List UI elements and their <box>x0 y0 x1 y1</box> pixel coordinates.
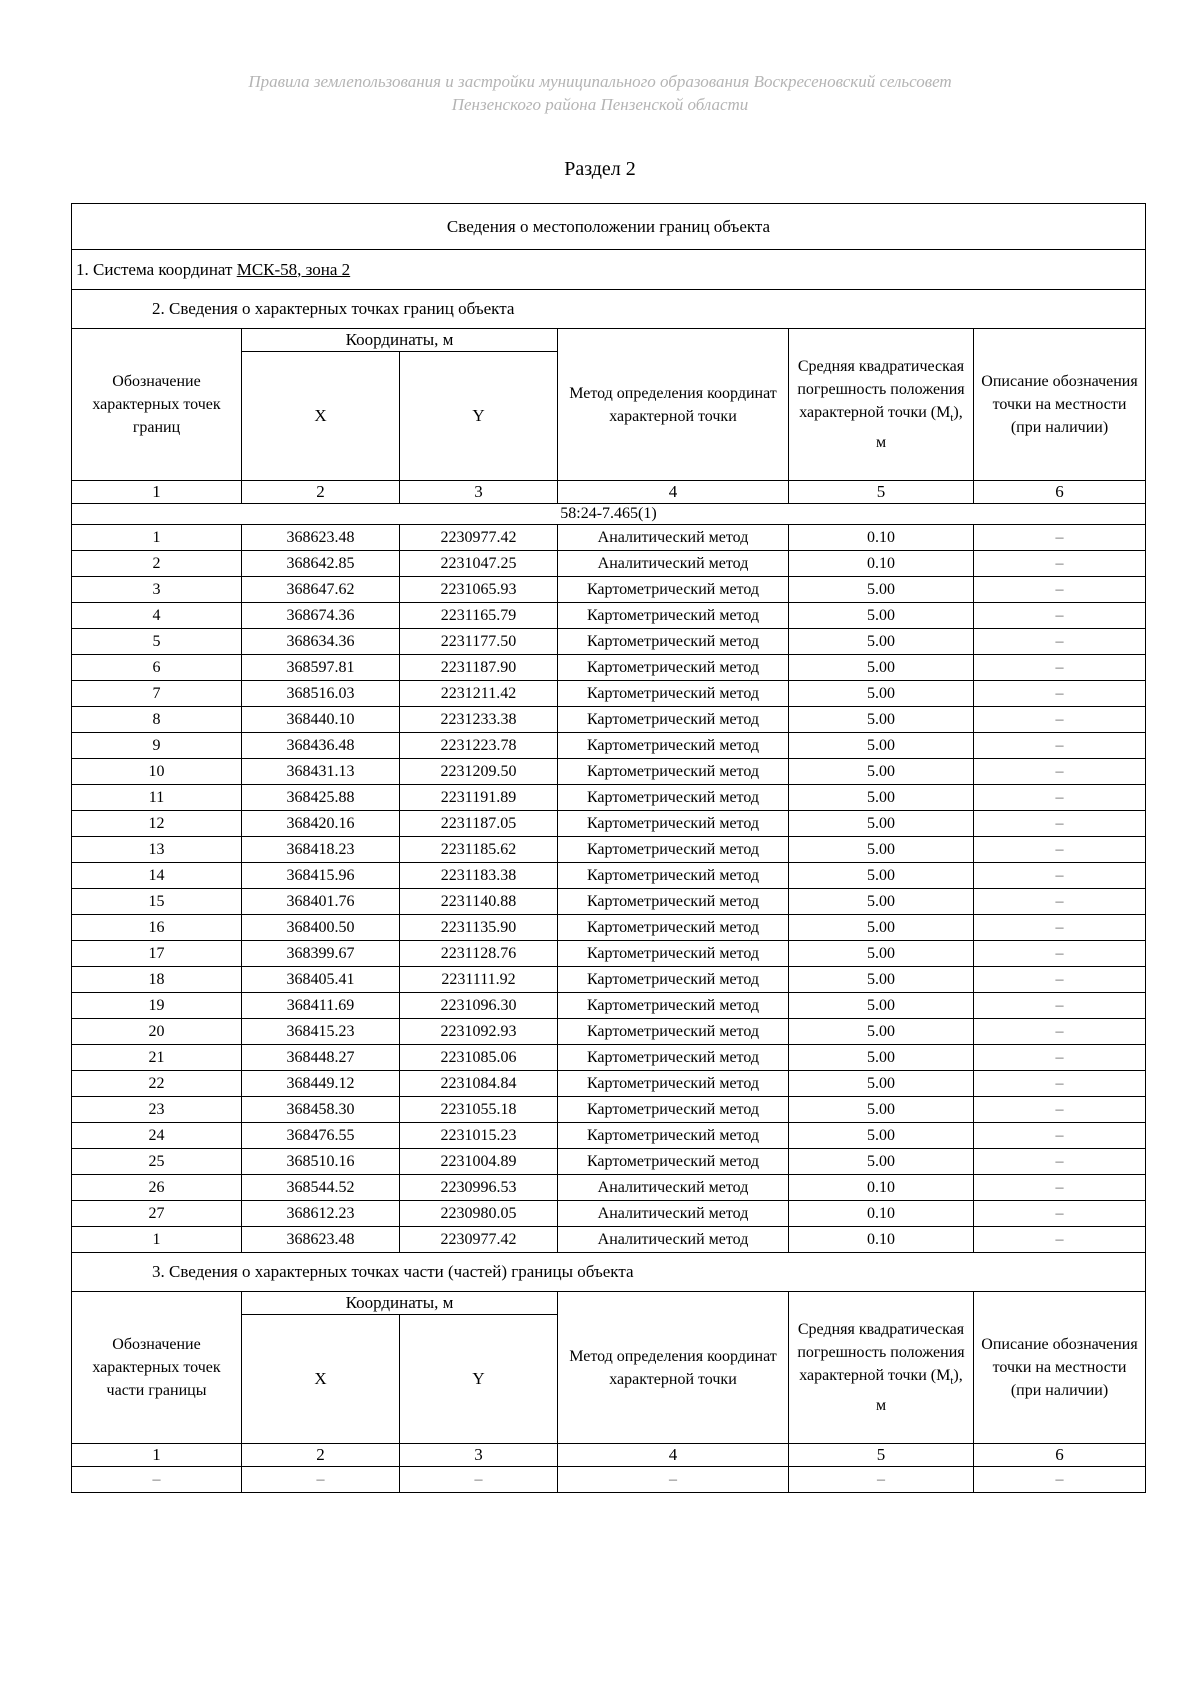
header-y: Y <box>400 1315 558 1444</box>
point-description: – <box>974 1201 1146 1227</box>
point-number: 1 <box>72 1227 242 1253</box>
coord-y: 2230996.53 <box>400 1175 558 1201</box>
method: Картометрический метод <box>558 577 789 603</box>
point-number: 9 <box>72 733 242 759</box>
point-number: 8 <box>72 707 242 733</box>
point-description: – <box>974 525 1146 551</box>
coord-x: 368516.03 <box>242 681 400 707</box>
point-number: 1 <box>72 525 242 551</box>
column-number: 4 <box>558 481 789 504</box>
header-y: Y <box>400 352 558 481</box>
points-section-heading: 2. Сведения о характерных точках границ объекта <box>72 290 1146 329</box>
method: Картометрический метод <box>558 603 789 629</box>
table-cell: – <box>974 1467 1146 1493</box>
coord-y: 2231187.90 <box>400 655 558 681</box>
point-number: 24 <box>72 1123 242 1149</box>
coord-y: 2231084.84 <box>400 1071 558 1097</box>
point-number: 20 <box>72 1019 242 1045</box>
point-number: 26 <box>72 1175 242 1201</box>
header-error-text: Средняя квадратическая погрешность положения характерной точки (M <box>797 358 965 422</box>
point-description: – <box>974 603 1146 629</box>
header-coordinates: Координаты, м <box>242 329 558 352</box>
table-cell: – <box>72 1467 242 1493</box>
point-number: 14 <box>72 863 242 889</box>
table-row <box>72 837 1146 863</box>
header-designation: Обозначение характерных точек границ <box>72 329 242 481</box>
header-method: Метод определения координат характерной точки <box>558 329 789 481</box>
point-description: – <box>974 577 1146 603</box>
table-row <box>72 889 1146 915</box>
table-row <box>72 1149 1146 1175</box>
point-description: – <box>974 967 1146 993</box>
point-number: 27 <box>72 1201 242 1227</box>
coord-x: 368623.48 <box>242 525 400 551</box>
coord-y: 2231187.05 <box>400 811 558 837</box>
rms-error: 5.00 <box>789 967 974 993</box>
header-designation-parts: Обозначение характерных точек части границы <box>72 1292 242 1444</box>
point-description: – <box>974 915 1146 941</box>
coord-x: 368425.88 <box>242 785 400 811</box>
column-number: 3 <box>400 481 558 504</box>
header-error-subscript: t <box>950 1375 954 1388</box>
method: Аналитический метод <box>558 1175 789 1201</box>
method: Картометрический метод <box>558 707 789 733</box>
header-error-unit: ), м <box>875 404 963 451</box>
coord-x: 368448.27 <box>242 1045 400 1071</box>
rms-error: 5.00 <box>789 993 974 1019</box>
method: Аналитический метод <box>558 525 789 551</box>
coord-y: 2230980.05 <box>400 1201 558 1227</box>
point-number: 10 <box>72 759 242 785</box>
rms-error: 0.10 <box>789 525 974 551</box>
coord-y: 2231185.62 <box>400 837 558 863</box>
table-row <box>72 603 1146 629</box>
point-description: – <box>974 1175 1146 1201</box>
coord-y: 2231223.78 <box>400 733 558 759</box>
coord-x: 368436.48 <box>242 733 400 759</box>
point-number: 13 <box>72 837 242 863</box>
method: Аналитический метод <box>558 1201 789 1227</box>
method: Картометрический метод <box>558 811 789 837</box>
coord-x: 368400.50 <box>242 915 400 941</box>
method: Картометрический метод <box>558 863 789 889</box>
coord-x: 368399.67 <box>242 941 400 967</box>
coord-x: 368634.36 <box>242 629 400 655</box>
column-numbers-row <box>72 1444 1146 1467</box>
header-error-subscript: t <box>950 412 954 425</box>
rms-error: 5.00 <box>789 1149 974 1175</box>
method: Аналитический метод <box>558 1227 789 1253</box>
method: Картометрический метод <box>558 1019 789 1045</box>
table-row <box>72 1097 1146 1123</box>
point-description: – <box>974 993 1146 1019</box>
coord-y: 2231140.88 <box>400 889 558 915</box>
coord-x: 368510.16 <box>242 1149 400 1175</box>
table-row <box>72 967 1146 993</box>
rms-error: 5.00 <box>789 759 974 785</box>
table-row <box>72 629 1146 655</box>
point-description: – <box>974 1071 1146 1097</box>
rms-error: 0.10 <box>789 1175 974 1201</box>
method: Картометрический метод <box>558 967 789 993</box>
table-row <box>72 1175 1146 1201</box>
coord-y: 2231004.89 <box>400 1149 558 1175</box>
coordinate-system-row <box>72 250 1146 290</box>
rms-error: 5.00 <box>789 1097 974 1123</box>
table-row <box>72 577 1146 603</box>
coord-y: 2231211.42 <box>400 681 558 707</box>
point-description: – <box>974 759 1146 785</box>
point-number: 16 <box>72 915 242 941</box>
rms-error: 5.00 <box>789 915 974 941</box>
coord-x: 368418.23 <box>242 837 400 863</box>
coord-x: 368420.16 <box>242 811 400 837</box>
point-description: – <box>974 1227 1146 1253</box>
table-row <box>72 811 1146 837</box>
rms-error: 5.00 <box>789 681 974 707</box>
rms-error: 5.00 <box>789 1071 974 1097</box>
rms-error: 5.00 <box>789 837 974 863</box>
point-description: – <box>974 733 1146 759</box>
coord-y: 2231177.50 <box>400 629 558 655</box>
method: Картометрический метод <box>558 733 789 759</box>
point-number: 25 <box>72 1149 242 1175</box>
point-number: 5 <box>72 629 242 655</box>
coord-x: 368458.30 <box>242 1097 400 1123</box>
column-number: 2 <box>242 481 400 504</box>
coord-y: 2231165.79 <box>400 603 558 629</box>
method: Картометрический метод <box>558 993 789 1019</box>
table-cell: – <box>242 1467 400 1493</box>
column-number: 3 <box>400 1444 558 1467</box>
rms-error: 0.10 <box>789 551 974 577</box>
point-description: – <box>974 889 1146 915</box>
column-numbers-row <box>72 481 1146 504</box>
column-number: 6 <box>974 1444 1146 1467</box>
header-error-unit: ), м <box>875 1367 963 1414</box>
table-row <box>72 941 1146 967</box>
point-description: – <box>974 1019 1146 1045</box>
point-number: 21 <box>72 1045 242 1071</box>
table-row <box>72 1019 1146 1045</box>
table-title: Сведения о местоположении границ объекта <box>72 204 1146 250</box>
coord-y: 2230977.42 <box>400 1227 558 1253</box>
point-description: – <box>974 707 1146 733</box>
coord-y: 2231128.76 <box>400 941 558 967</box>
coord-y: 2231065.93 <box>400 577 558 603</box>
coord-x: 368415.23 <box>242 1019 400 1045</box>
header-description: Описание обозначения точки на местности (при наличии) <box>974 1292 1146 1444</box>
header-method: Метод определения координат характерной точки <box>558 1292 789 1444</box>
table-row <box>72 1227 1146 1253</box>
table-cell: – <box>400 1467 558 1493</box>
column-number: 6 <box>974 481 1146 504</box>
rms-error: 5.00 <box>789 629 974 655</box>
column-number: 2 <box>242 1444 400 1467</box>
point-description: – <box>974 1045 1146 1071</box>
point-description: – <box>974 1123 1146 1149</box>
method: Картометрический метод <box>558 785 789 811</box>
table-cell: – <box>558 1467 789 1493</box>
rms-error: 5.00 <box>789 1019 974 1045</box>
table-row <box>72 785 1146 811</box>
point-description: – <box>974 629 1146 655</box>
point-number: 11 <box>72 785 242 811</box>
header-line-1: Правила землепользования и застройки муниципального образования Воскресеновский сельсовет <box>248 72 952 91</box>
method: Картометрический метод <box>558 1071 789 1097</box>
method: Картометрический метод <box>558 681 789 707</box>
point-description: – <box>974 1149 1146 1175</box>
coord-y: 2231047.25 <box>400 551 558 577</box>
rms-error: 5.00 <box>789 655 974 681</box>
rms-error: 0.10 <box>789 1201 974 1227</box>
table-row <box>72 1045 1146 1071</box>
point-description: – <box>974 551 1146 577</box>
coord-x: 368544.52 <box>242 1175 400 1201</box>
point-number: 18 <box>72 967 242 993</box>
table-row <box>72 863 1146 889</box>
header-error <box>789 1292 974 1444</box>
rms-error: 5.00 <box>789 863 974 889</box>
parcel-group-label: 58:24-7.465(1) <box>72 504 1146 525</box>
coord-y: 2231111.92 <box>400 967 558 993</box>
table-row <box>72 655 1146 681</box>
rms-error: 5.00 <box>789 785 974 811</box>
coord-x: 368642.85 <box>242 551 400 577</box>
column-number: 4 <box>558 1444 789 1467</box>
point-description: – <box>974 785 1146 811</box>
method: Картометрический метод <box>558 889 789 915</box>
method: Картометрический метод <box>558 1097 789 1123</box>
table-row <box>72 733 1146 759</box>
table-row <box>72 1201 1146 1227</box>
table-row <box>72 993 1146 1019</box>
coord-y: 2231085.06 <box>400 1045 558 1071</box>
coord-x: 368612.23 <box>242 1201 400 1227</box>
point-number: 17 <box>72 941 242 967</box>
parts-table-row <box>72 1467 1146 1493</box>
point-number: 6 <box>72 655 242 681</box>
rms-error: 5.00 <box>789 733 974 759</box>
coord-x: 368405.41 <box>242 967 400 993</box>
header-x: X <box>242 352 400 481</box>
header-line-2: Пензенского района Пензенской области <box>451 95 749 114</box>
coord-y: 2231015.23 <box>400 1123 558 1149</box>
point-number: 22 <box>72 1071 242 1097</box>
table-row <box>72 681 1146 707</box>
coord-x: 368623.48 <box>242 1227 400 1253</box>
point-description: – <box>974 681 1146 707</box>
point-description: – <box>974 811 1146 837</box>
rms-error: 5.00 <box>789 577 974 603</box>
method: Аналитический метод <box>558 551 789 577</box>
coord-y: 2231183.38 <box>400 863 558 889</box>
point-description: – <box>974 1097 1146 1123</box>
coord-x: 368411.69 <box>242 993 400 1019</box>
table-row <box>72 525 1146 551</box>
point-number: 7 <box>72 681 242 707</box>
header-error-text: Средняя квадратическая погрешность положения характерной точки (M <box>797 1321 965 1385</box>
method: Картометрический метод <box>558 759 789 785</box>
point-description: – <box>974 837 1146 863</box>
coord-x: 368431.13 <box>242 759 400 785</box>
point-description: – <box>974 941 1146 967</box>
coord-y: 2231092.93 <box>400 1019 558 1045</box>
coord-y: 2231055.18 <box>400 1097 558 1123</box>
point-description: – <box>974 863 1146 889</box>
point-number: 3 <box>72 577 242 603</box>
coord-y: 2231135.90 <box>400 915 558 941</box>
header-x: X <box>242 1315 400 1444</box>
coord-x: 368647.62 <box>242 577 400 603</box>
rms-error: 5.00 <box>789 1123 974 1149</box>
coord-x: 368401.76 <box>242 889 400 915</box>
point-number: 2 <box>72 551 242 577</box>
table-row <box>72 759 1146 785</box>
coordinate-system-value: МСК-58, зона 2 <box>236 259 351 279</box>
parts-section-heading: 3. Сведения о характерных точках части (частей) границы объекта <box>72 1253 1146 1292</box>
method: Картометрический метод <box>558 1123 789 1149</box>
method: Картометрический метод <box>558 837 789 863</box>
method: Картометрический метод <box>558 941 789 967</box>
table-row <box>72 915 1146 941</box>
coord-y: 2231096.30 <box>400 993 558 1019</box>
boundary-coordinates-table <box>71 203 1146 1493</box>
rms-error: 5.00 <box>789 603 974 629</box>
table-row <box>72 1123 1146 1149</box>
column-number: 1 <box>72 1444 242 1467</box>
coord-y: 2231191.89 <box>400 785 558 811</box>
coord-x: 368597.81 <box>242 655 400 681</box>
coord-y: 2231209.50 <box>400 759 558 785</box>
rms-error: 0.10 <box>789 1227 974 1253</box>
coord-x: 368440.10 <box>242 707 400 733</box>
point-number: 23 <box>72 1097 242 1123</box>
table-row <box>72 707 1146 733</box>
table-cell: – <box>789 1467 974 1493</box>
coordinate-system-label: 1. Система координат <box>76 259 233 279</box>
rms-error: 5.00 <box>789 1045 974 1071</box>
coord-x: 368674.36 <box>242 603 400 629</box>
rms-error: 5.00 <box>789 811 974 837</box>
point-number: 4 <box>72 603 242 629</box>
document-running-header <box>0 70 1200 116</box>
point-description: – <box>974 655 1146 681</box>
header-coordinates: Координаты, м <box>242 1292 558 1315</box>
method: Картометрический метод <box>558 655 789 681</box>
method: Картометрический метод <box>558 915 789 941</box>
method: Картометрический метод <box>558 1149 789 1175</box>
rms-error: 5.00 <box>789 707 974 733</box>
coord-y: 2230977.42 <box>400 525 558 551</box>
header-error <box>789 329 974 481</box>
header-description: Описание обозначения точки на местности (при наличии) <box>974 329 1146 481</box>
table-row <box>72 551 1146 577</box>
column-number: 5 <box>789 1444 974 1467</box>
coord-y: 2231233.38 <box>400 707 558 733</box>
point-number: 19 <box>72 993 242 1019</box>
coord-x: 368476.55 <box>242 1123 400 1149</box>
method: Картометрический метод <box>558 629 789 655</box>
section-title: Раздел 2 <box>564 158 636 180</box>
point-number: 15 <box>72 889 242 915</box>
table-row <box>72 1071 1146 1097</box>
rms-error: 5.00 <box>789 941 974 967</box>
point-number: 12 <box>72 811 242 837</box>
column-number: 1 <box>72 481 242 504</box>
rms-error: 5.00 <box>789 889 974 915</box>
coord-x: 368449.12 <box>242 1071 400 1097</box>
column-number: 5 <box>789 481 974 504</box>
method: Картометрический метод <box>558 1045 789 1071</box>
coord-x: 368415.96 <box>242 863 400 889</box>
